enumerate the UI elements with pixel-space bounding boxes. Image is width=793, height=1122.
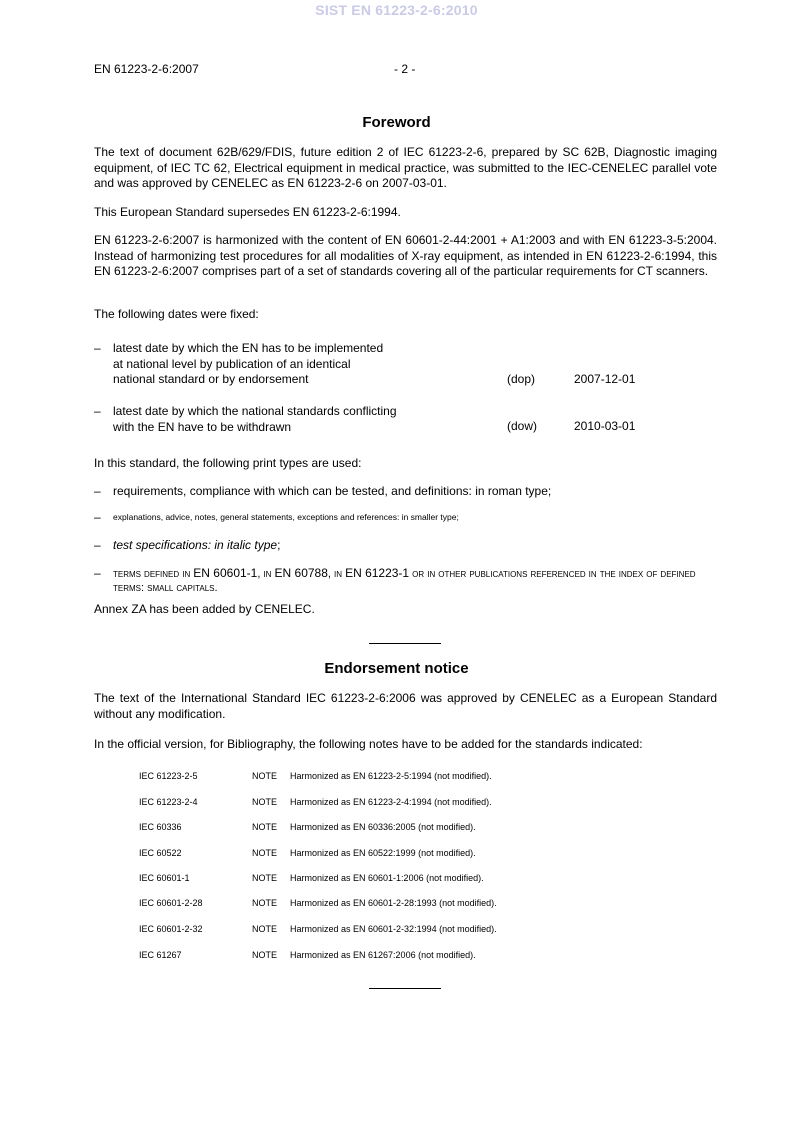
date-abbreviation: (dop) bbox=[507, 372, 536, 386]
print-type-small-caps: terms defined in EN 60601-1, in EN 60788, in EN 61223-1 or in other publications referenced in the index of defined terms: small capitals. bbox=[113, 566, 696, 594]
date-entry-text: latest date by which the national standards conflicting with the EN have to be withdrawn bbox=[113, 404, 397, 434]
dates-intro: The following dates were fixed: bbox=[94, 307, 259, 321]
section-divider bbox=[369, 988, 441, 989]
document-id: EN 61223-2-6:2007 bbox=[94, 62, 199, 76]
bullet: – bbox=[94, 404, 101, 418]
standard-id: IEC 60601-2-28 bbox=[139, 898, 203, 908]
standard-id: IEC 60601-1 bbox=[139, 873, 190, 883]
note-label: NOTE bbox=[252, 873, 278, 883]
note-text: Harmonized as EN 60601-2-32:1994 (not modified). bbox=[290, 924, 497, 934]
print-type-italic: test specifications: in italic type; bbox=[113, 538, 281, 552]
watermark: SIST EN 61223-2-6:2010 bbox=[315, 2, 478, 18]
endorsement-paragraph-1: The text of the International Standard IEC 61223-2-6:2006 was approved by CENELEC as a European Standard without any modification. bbox=[94, 691, 717, 721]
note-text: Harmonized as EN 60601-1:2006 (not modified). bbox=[290, 873, 484, 883]
endorsement-paragraph-2: In the official version, for Bibliography, the following notes have to be added for the standards indicated: bbox=[94, 737, 643, 751]
endorsement-title: Endorsement notice bbox=[324, 660, 469, 677]
bullet: – bbox=[94, 341, 101, 355]
section-divider bbox=[369, 643, 441, 644]
date-entry-text: latest date by which the EN has to be implemented at national level by publication of an identical national standard or by endorsement bbox=[113, 341, 384, 386]
note-label: NOTE bbox=[252, 771, 278, 781]
note-text: Harmonized as EN 60336:2005 (not modified). bbox=[290, 822, 476, 832]
bullet: – bbox=[94, 484, 101, 498]
note-text: Harmonized as EN 60601-2-28:1993 (not modified). bbox=[290, 898, 497, 908]
note-label: NOTE bbox=[252, 950, 278, 960]
note-label: NOTE bbox=[252, 822, 278, 832]
date-value: 2007-12-01 bbox=[574, 372, 636, 386]
foreword-paragraph-1: The text of document 62B/629/FDIS, future edition 2 of IEC 61223-2-6, prepared by SC 62B, Diagnostic imaging equipment, of IEC TC 62, Electrical equipment in medical practice, was submitted to the IEC-CENELEC parallel vote and was approved by CENELEC as EN 61223-2-6 on 2007-03-01. bbox=[94, 145, 717, 190]
standard-id: IEC 61223-2-4 bbox=[139, 797, 198, 807]
standard-id: IEC 61267 bbox=[139, 950, 182, 960]
bullet: – bbox=[94, 510, 101, 524]
standard-id: IEC 60336 bbox=[139, 822, 182, 832]
print-types-intro: In this standard, the following print types are used: bbox=[94, 456, 362, 470]
note-text: Harmonized as EN 61267:2006 (not modified). bbox=[290, 950, 476, 960]
bullet: – bbox=[94, 538, 101, 552]
note-label: NOTE bbox=[252, 797, 278, 807]
date-abbreviation: (dow) bbox=[507, 419, 538, 433]
foreword-title: Foreword bbox=[362, 114, 431, 131]
foreword-paragraph-3: EN 61223-2-6:2007 is harmonized with the content of EN 60601-2-44:2001 + A1:2003 and with EN 61223-3-5:2004. Instead of harmonizing test procedures for all modalities of X-ray equipment, as intended in EN 61223-2-6:1994, this EN 61223-2-6:2007 comprises part of a set of standards covering all of the particular requirements for CT scanners. bbox=[94, 233, 717, 278]
page-number: - 2 - bbox=[394, 62, 416, 76]
bullet: – bbox=[94, 566, 101, 580]
note-label: NOTE bbox=[252, 848, 278, 858]
note-text: Harmonized as EN 61223-2-5:1994 (not modified). bbox=[290, 771, 492, 781]
standard-id: IEC 61223-2-5 bbox=[139, 771, 198, 781]
note-label: NOTE bbox=[252, 898, 278, 908]
note-text: Harmonized as EN 60522:1999 (not modified). bbox=[290, 848, 476, 858]
standard-id: IEC 60522 bbox=[139, 848, 182, 858]
date-value: 2010-03-01 bbox=[574, 419, 636, 433]
note-label: NOTE bbox=[252, 924, 278, 934]
note-text: Harmonized as EN 61223-2-4:1994 (not modified). bbox=[290, 797, 492, 807]
foreword-paragraph-2: This European Standard supersedes EN 61223-2-6:1994. bbox=[94, 205, 401, 219]
print-type-roman: requirements, compliance with which can be tested, and definitions: in roman type; bbox=[113, 484, 552, 498]
print-type-smaller: explanations, advice, notes, general statements, exceptions and references: in smaller type; bbox=[113, 512, 459, 522]
standard-id: IEC 60601-2-32 bbox=[139, 924, 203, 934]
annex-note: Annex ZA has been added by CENELEC. bbox=[94, 602, 315, 616]
